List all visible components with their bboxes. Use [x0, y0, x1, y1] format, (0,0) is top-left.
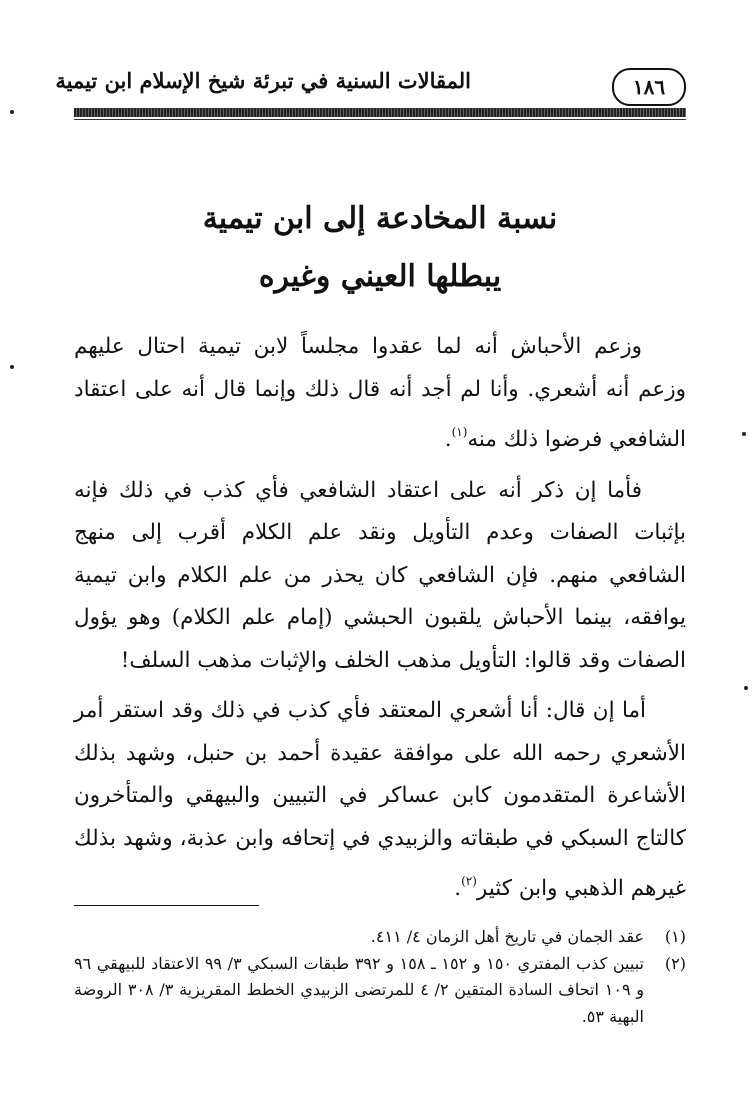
section-title-line-1: نسبة المخادعة إلى ابن تيمية [202, 201, 558, 236]
paragraph-text: أما إن قال: أنا أشعري المعتقد فأي كذب في ذلك وقد استقر أمر الأشعري رحمه الله على موافقة عقيدة أحمد بن حنبل، وشهد بذلك الأشاعرة المتقدمون كابن عساكر في التبيين والبيهقي والمتأخرون كالتاج السبكي في طبقاته والزبيدي في إتحافه وابن عذبة، وشهد بذلك غيرهم الذهبي وابن كثير [74, 698, 686, 901]
paragraph-text: وزعم الأحباش أنه لما عقدوا مجلساً لابن تيمية احتال عليهم وزعم أنه أشعري. وأنا لم أجد أنه قال ذلك وإنما قال أنه على اعتقاد الشافعي فرضوا ذلك منه [74, 334, 686, 452]
paragraph-text: فأما إن ذكر أنه على اعتقاد الشافعي فأي كذب في ذلك فإنه بإثبات الصفات وعدم التأويل ونقد علم الكلام أقرب إلى منهج الشافعي منهم. فإن الشافعي كان يحذر من علم الكلام وابن تيمية يوافقه، بينما الأحباش يلقبون الحبشي (إمام علم الكلام) وهو يؤول الصفات وقد قالوا: التأويل مذهب الخلف والإثبات مذهب السلف! [74, 477, 686, 673]
page-number: ١٨٦ [612, 68, 686, 106]
section-title [74, 190, 686, 306]
scan-mark [742, 432, 746, 436]
footnote-item [74, 924, 686, 951]
footnote-text: عقد الجمان في تاريخ أهل الزمان ٤/ ٤١١. [370, 927, 644, 946]
header-rule [74, 108, 686, 117]
body-text [74, 326, 686, 919]
footnote-marker: (١) [664, 927, 686, 946]
running-title: المقالات السنية في تبرئة شيخ الإسلام ابن تيمية [55, 68, 471, 93]
section-title-line-2: يبطلها العيني وغيره [258, 259, 502, 294]
footnote-marker: (٢) [664, 953, 686, 973]
footnote-reference: (١) [451, 425, 468, 439]
page-header [55, 62, 686, 118]
scan-mark [10, 110, 14, 114]
scan-mark [10, 365, 14, 369]
footnote-item [74, 951, 686, 1031]
footnote-text: تبيين كذب المفتري ١٥٠ و ١٥٢ ـ ١٥٨ و ٣٩٢ طبقات السبكي ٣/ ٩٩ الاعتقاد للبيهقي ٩٦ و ١٠٩ اتحاف السادة المتقين ٢/ ٤ للمرتضى الزبيدي الخطط المقريزية ٣/ ٣٠٨ الروضة البهية ٥٣. [74, 953, 645, 1026]
footnote-reference: (٢) [461, 874, 477, 888]
paragraph [74, 326, 686, 462]
paragraph-tail: . [444, 427, 452, 452]
paragraph-tail: . [454, 876, 462, 901]
footnote-separator [74, 905, 259, 906]
paragraph [74, 470, 686, 683]
paragraph [74, 690, 686, 911]
footnotes [74, 905, 686, 1030]
scan-mark [744, 686, 748, 690]
